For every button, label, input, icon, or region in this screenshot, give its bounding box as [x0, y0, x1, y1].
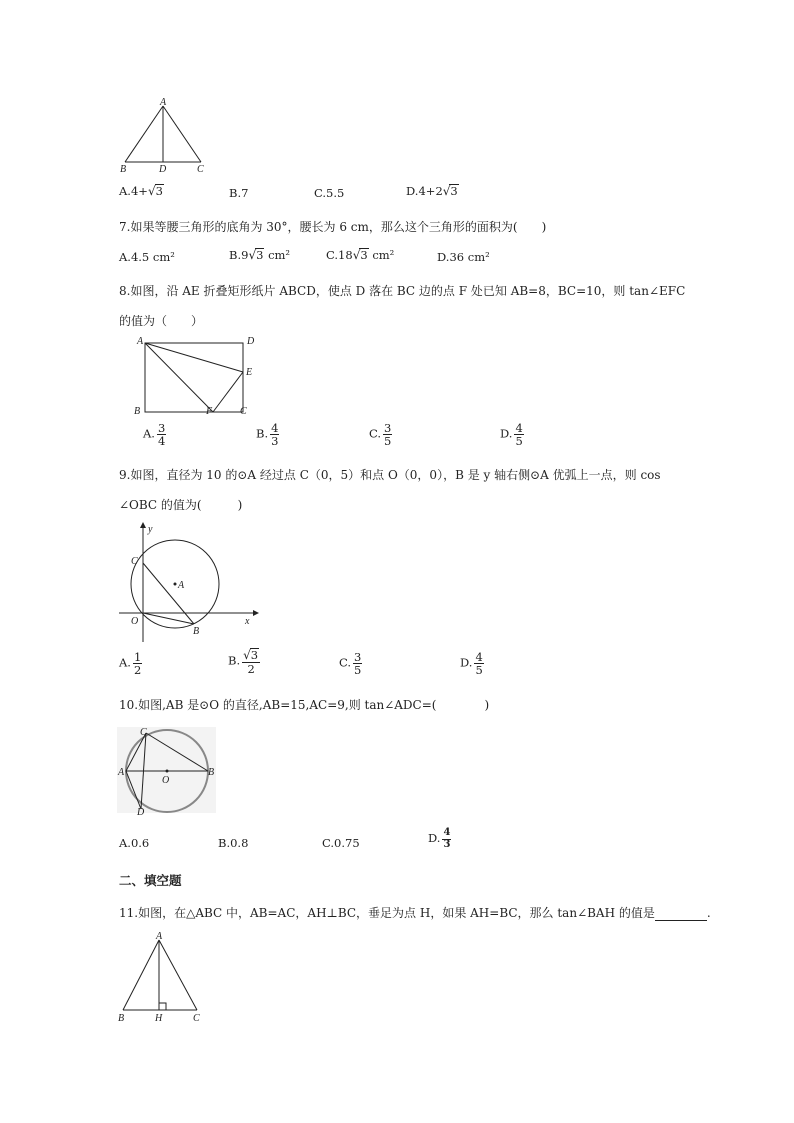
q9-circle-figure [115, 518, 265, 648]
label-A: A [160, 98, 167, 108]
label-C: C [240, 406, 247, 417]
q8-option-b: B. $\frac{4}{3}$ [256, 421, 279, 449]
label-C: C [131, 556, 138, 567]
q6-option-c: C.5.5 [314, 186, 345, 200]
q9-option-a: A. $\frac{1}{2}$ [119, 650, 142, 678]
q8-option-c: C. $\frac{3}{5}$ [369, 421, 392, 449]
q7-option-a: A.4.5 cm² [119, 250, 175, 264]
label-C: C [140, 727, 147, 738]
q9-question-line1: 9.如图，直径为 10 的⊙A 经过点 C（0，5）和点 O（0，0），B 是 y 轴右侧⊙A 优弧上一点，则 cos [119, 468, 661, 482]
label-y: y [148, 524, 153, 535]
label-A: A [156, 931, 163, 942]
q9-option-c: C. $\frac{3}{5}$ [339, 650, 362, 678]
label-x: x [245, 616, 250, 627]
q8-question-line1: 8.如图，沿 AE 折叠矩形纸片 ABCD，使点 D 落在 BC 边的点 F 处已知 AB=8，BC=10，则 tan∠EFC [119, 284, 686, 298]
q9-question-line2: ∠OBC 的值为( ) [119, 498, 243, 512]
label-A: A [137, 336, 144, 347]
label-B: B [193, 626, 200, 637]
label-D: D [247, 336, 255, 347]
q10-option-c: C.0.75 [322, 836, 360, 850]
q7-question: 7.如果等腰三角形的底角为 30°，腰长为 6 cm，那么这个三角形的面积为( ) [119, 220, 547, 234]
q11-triangle-figure [115, 930, 215, 1025]
q6-option-d: D.4+2√3 [406, 184, 458, 198]
q8-rectangle-figure [130, 332, 270, 422]
label-C: C [193, 1013, 200, 1024]
q10-option-d: D. $\frac{4}{3}$ [428, 827, 451, 850]
label-C: C [197, 164, 204, 175]
q7-option-c: C.18√3 cm² [326, 248, 395, 262]
q7-option-d: D.36 cm² [437, 250, 490, 264]
section-heading: 二、填空题 [119, 873, 182, 888]
label-B: B [208, 767, 215, 778]
label-A: A [178, 580, 185, 591]
q10-question: 10.如图,AB 是⊙O 的直径,AB=15,AC=9,则 tan∠ADC=( ) [119, 698, 490, 712]
answer-blank[interactable] [655, 908, 707, 921]
label-D: D [137, 807, 145, 815]
q6-triangle-figure [115, 98, 215, 178]
label-H: H [155, 1013, 163, 1024]
label-B: B [134, 406, 141, 417]
q9-option-b: B. $\frac{√3}{2}$ [228, 648, 259, 676]
q9-option-d: D. $\frac{4}{5}$ [460, 650, 483, 678]
q10-option-a: A.0.6 [119, 836, 150, 850]
q7-option-b: B.9√3 cm² [229, 248, 291, 262]
label-F: F [206, 406, 213, 417]
q10-option-b: B.0.8 [218, 836, 249, 850]
label-B: B [118, 1013, 125, 1024]
q6-option-a: A.4+√3 [119, 184, 163, 198]
label-A: A [118, 767, 125, 778]
q11-question: 11.如图，在△ABC 中，AB=AC，AH⊥BC，垂足为点 H，如果 AH=BC，那么 tan∠BAH 的值是 . [119, 906, 711, 920]
label-O: O [131, 616, 139, 627]
q8-question-line2: 的值为（ ） [119, 314, 204, 328]
label-O: O [162, 775, 170, 786]
label-D: D [159, 164, 167, 175]
q8-option-a: A. $\frac{3}{4}$ [143, 421, 166, 449]
q10-circle-figure [115, 723, 220, 815]
label-B: B [120, 164, 127, 175]
q8-option-d: D. $\frac{4}{5}$ [500, 421, 523, 449]
q6-option-b: B.7 [229, 186, 249, 200]
label-E: E [246, 367, 253, 378]
